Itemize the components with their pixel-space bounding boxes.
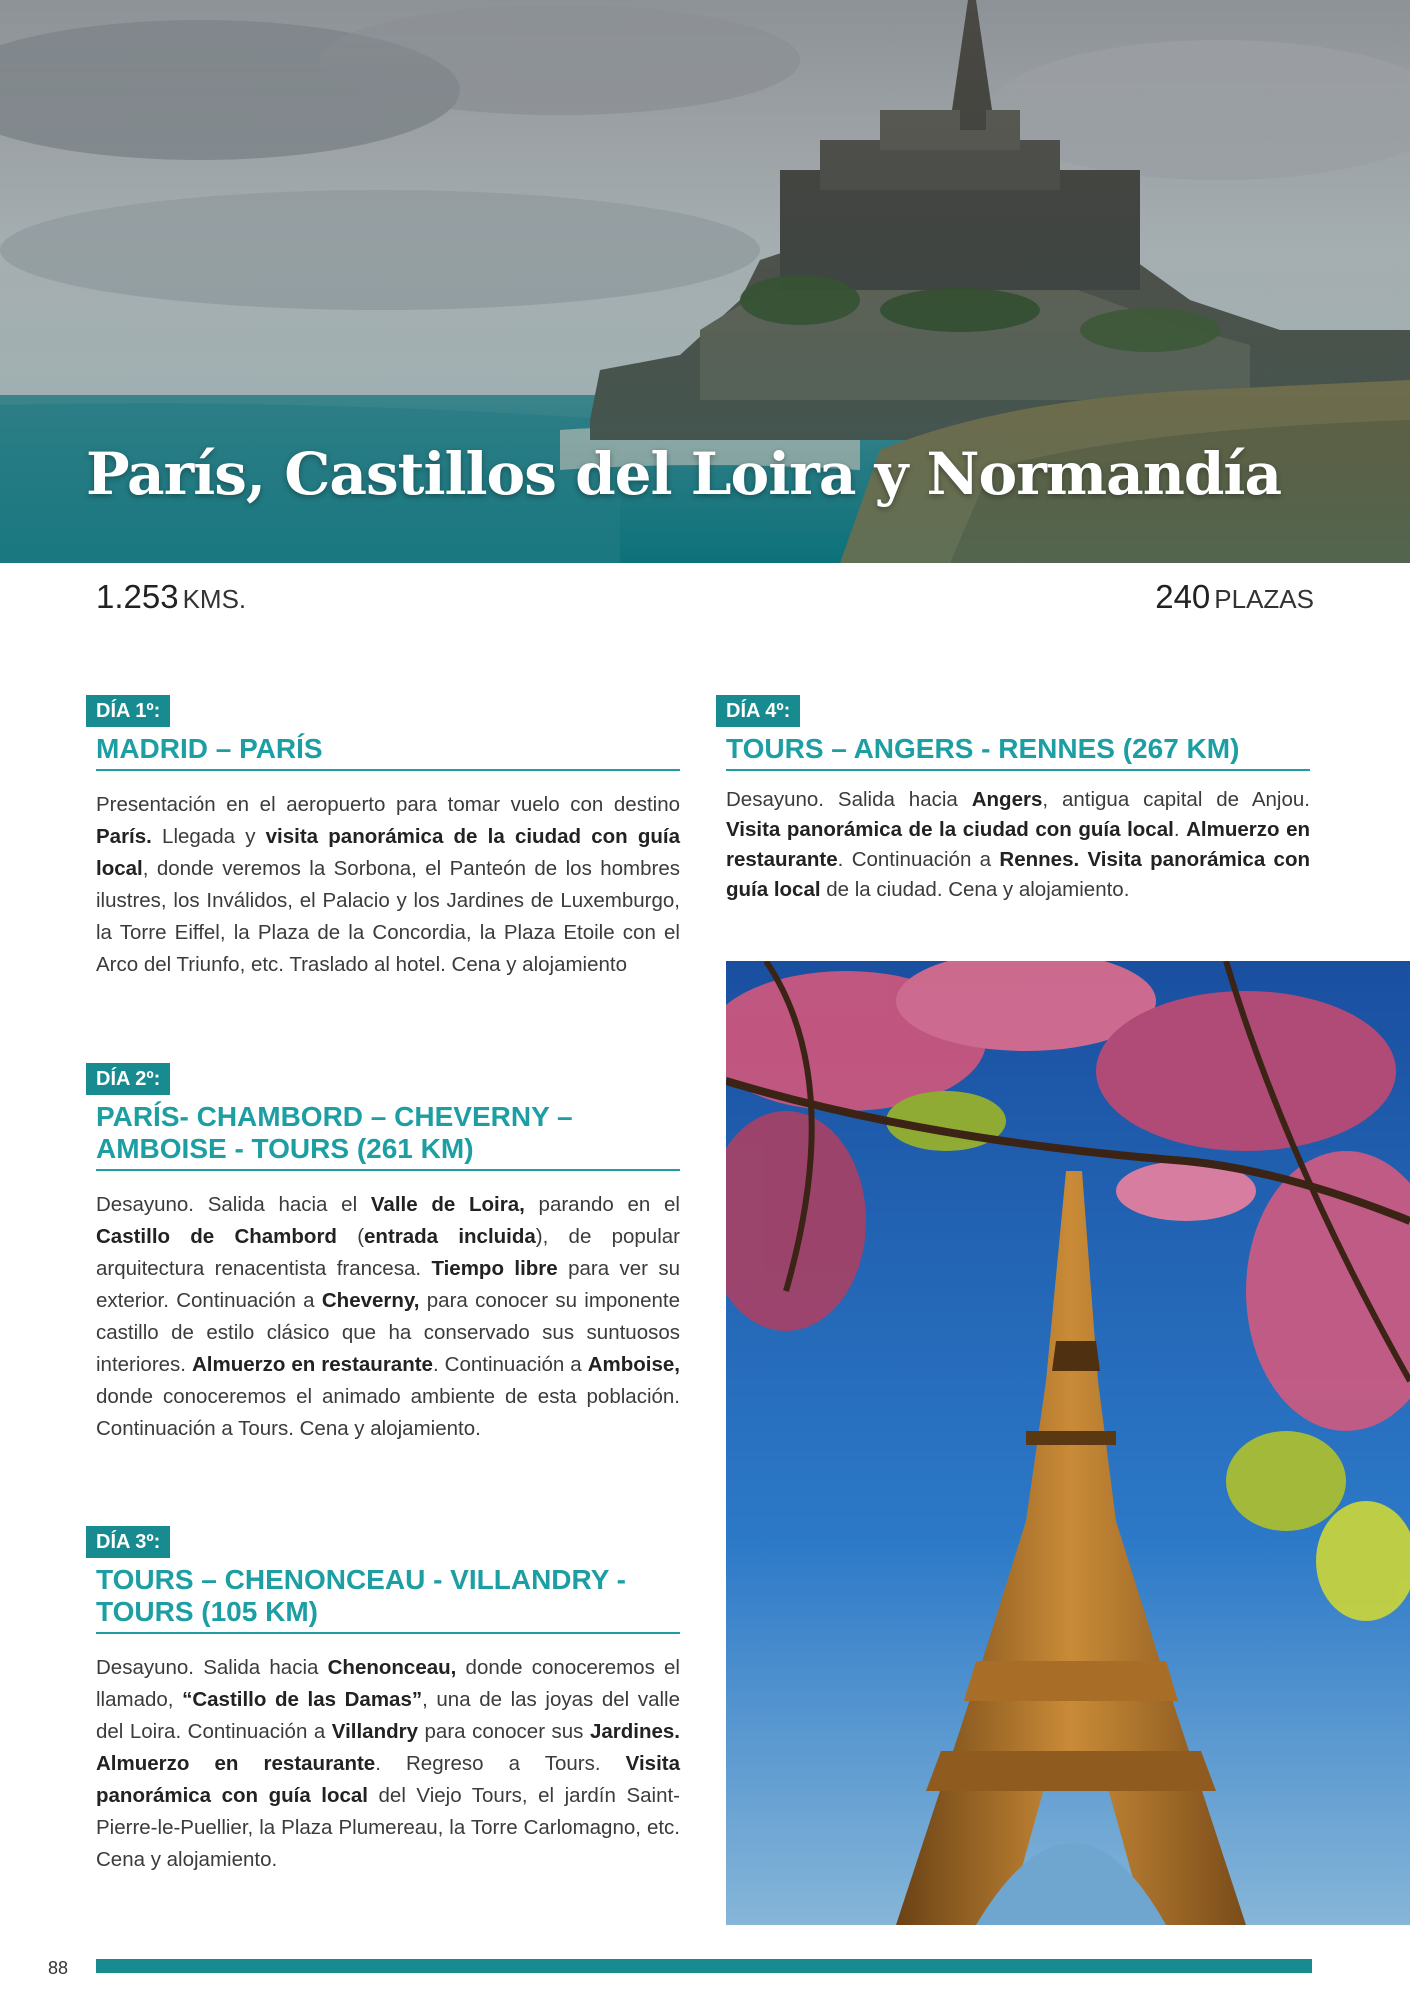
bold-text: entrada incluida: [364, 1225, 536, 1248]
day-1-badge: DÍA 1º:: [86, 695, 170, 727]
page-number: 88: [48, 1958, 69, 1978]
day-2-title: PARÍS- CHAMBORD – CHEVERNY – AMBOISE - TOURS (261 KM): [96, 1101, 680, 1171]
text-run: donde conoceremos el animado ambiente de esta población. Continuación a Tours. Cena y alojamiento.: [96, 1385, 680, 1440]
plazas-stat: [1155, 578, 1314, 616]
bold-text: Visita panorámica con guía local: [96, 1752, 680, 1807]
text-run: para ver su exterior. Continuación a: [96, 1257, 681, 1312]
day-3-section: [86, 1526, 680, 1876]
day-2-description: [96, 1189, 680, 1445]
plazas-value: 240: [1155, 578, 1211, 615]
text-run: (: [336, 1225, 365, 1248]
text-run: . Continuación a: [432, 1353, 588, 1376]
eiffel-tower-photo: [726, 961, 1410, 1925]
bold-text: “Castillo de las Damas”: [182, 1688, 423, 1711]
bold-text: Almuerzo en restaurante: [192, 1353, 433, 1376]
page-title: París, Castillos del Loira y Normandía: [86, 440, 1282, 508]
bold-text: Amboise,: [587, 1353, 680, 1376]
text-run: , una de las joyas del valle del Loira. Continuación a: [96, 1688, 680, 1743]
day-2-badge: DÍA 2º:: [86, 1063, 170, 1095]
text-run: Desayuno. Salida hacia: [726, 788, 972, 811]
kms-unit: KMS.: [182, 584, 247, 614]
plazas-unit: PLAZAS: [1214, 584, 1314, 614]
day-3-badge: DÍA 3º:: [86, 1526, 170, 1558]
text-run: parando en el: [524, 1193, 680, 1216]
text-run: Desayuno. Salida hacia el: [96, 1193, 371, 1216]
text-run: del Viejo Tours, el jardín Saint- Pierre-le-Puellier, la Plaza Plumereau, la Torre Carlomagno, etc. Cena y alojamiento.: [96, 1784, 680, 1871]
text-run: para conocer sus: [418, 1720, 590, 1743]
bold-text: Tiempo libre: [431, 1257, 558, 1280]
text-run: .: [1173, 818, 1187, 841]
kms-stat: [96, 578, 246, 616]
bold-text: París.: [96, 825, 152, 848]
day-4-badge: DÍA 4º:: [716, 695, 800, 727]
bold-text: Valle de Loira,: [370, 1193, 525, 1216]
day-3-description: [96, 1652, 680, 1876]
day-4-section: [716, 695, 1310, 905]
bold-text: Villandry: [331, 1720, 419, 1743]
bold-text: visita panorámica de la ciudad con guía local: [96, 825, 680, 880]
text-run: . Regreso a Tours.: [375, 1752, 626, 1775]
text-run: para conocer su imponente castillo de estilo clásico que ha conservado sus suntuosos interiores.: [96, 1289, 680, 1376]
bold-text: Almuerzo en restaurante: [726, 818, 1310, 871]
bold-text: Jardines. Almuerzo en restaurante: [96, 1720, 680, 1775]
text-run: Presentación en el aeropuerto para tomar vuelo con destino: [96, 793, 680, 816]
day-2-section: [86, 1063, 680, 1445]
day-1-title: MADRID – PARÍS: [96, 733, 680, 771]
text-run: , antigua capital de Anjou.: [1042, 788, 1310, 811]
day-4-description: [726, 785, 1310, 905]
kms-value: 1.253: [96, 578, 179, 615]
day-1-section: [86, 695, 680, 981]
day-3-title: TOURS – CHENONCEAU - VILLANDRY - TOURS (105 KM): [96, 1564, 680, 1634]
bold-text: Rennes. Visita panorámica con guía local: [726, 848, 1310, 901]
day-1-description: [96, 789, 680, 981]
day-4-title: TOURS – ANGERS - RENNES (267 KM): [726, 733, 1310, 771]
hero-banner: [0, 0, 1410, 563]
footer-bar: [96, 1959, 1312, 1973]
text-run: Llegada y: [151, 825, 266, 848]
text-run: donde conoceremos el llamado,: [96, 1656, 680, 1711]
text-run: Desayuno. Salida hacia: [96, 1656, 328, 1679]
text-run: ), de popular arquitectura renacentista francesa.: [96, 1225, 680, 1280]
bold-text: Angers: [971, 788, 1043, 811]
text-run: . Continuación a: [837, 848, 1000, 871]
text-run: de la ciudad. Cena y alojamiento.: [820, 878, 1130, 901]
text-run: , donde veremos la Sorbona, el Panteón de los hombres ilustres, los Inválidos, el Palacio y los Jardines de Luxemburgo, la Torre Eiffel, la Plaza de la Concordia, la Plaza Etoile con el Arco del Triunfo, etc. Traslado al hotel. Cena y alojamiento: [96, 857, 680, 976]
bold-text: Visita panorámica de la ciudad con guía local: [726, 818, 1174, 841]
bold-text: Castillo de Chambord: [96, 1225, 337, 1248]
bold-text: Chenonceau,: [327, 1656, 457, 1679]
bold-text: Cheverny,: [321, 1289, 420, 1312]
